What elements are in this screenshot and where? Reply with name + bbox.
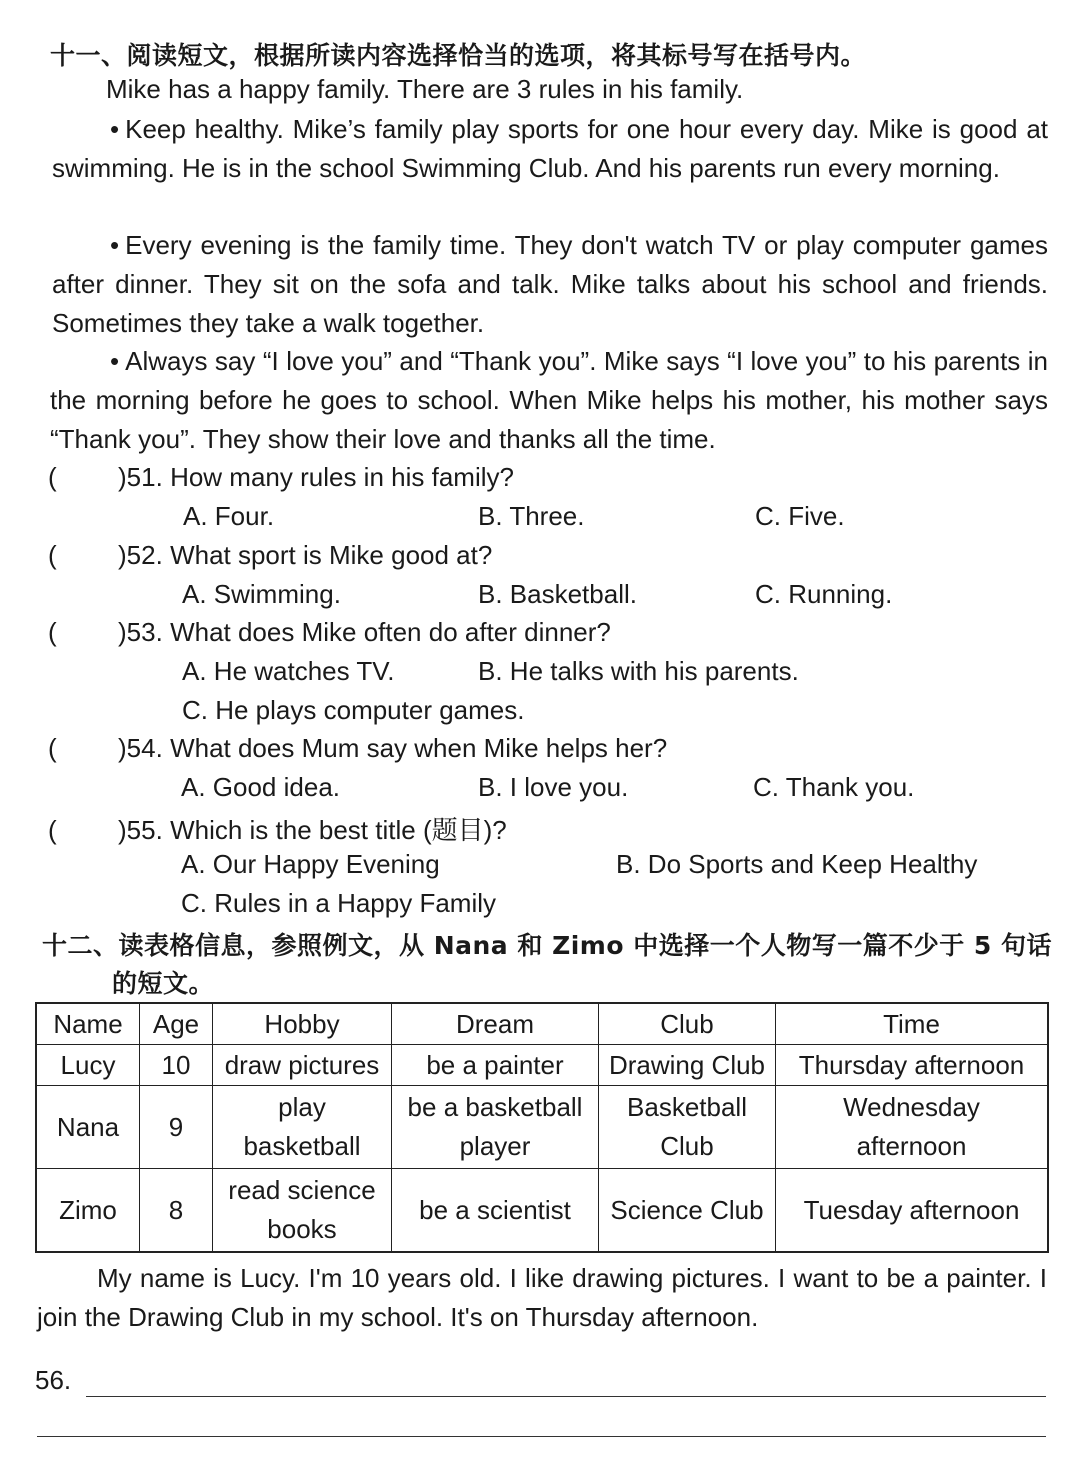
passage-intro: Mike has a happy family. There are 3 rules in his family.: [106, 74, 744, 104]
option-a: A. He watches TV.: [182, 656, 395, 686]
column-header: Time: [776, 1003, 1049, 1045]
table-cell: be a painter: [392, 1045, 599, 1086]
table-cell: Nana: [36, 1086, 140, 1169]
question-54: [48, 733, 667, 764]
passage-paragraph-3: [50, 342, 1048, 459]
answer-blank-open[interactable]: (: [48, 617, 57, 647]
answer-blank-close: ): [118, 540, 127, 570]
option-b: B. I love you.: [478, 772, 629, 802]
option-a: A. Good idea.: [181, 772, 340, 802]
answer-blank-open[interactable]: (: [48, 815, 57, 845]
table-cell: be a basketball player: [392, 1086, 599, 1169]
table-cell: read science books: [213, 1169, 392, 1253]
passage-paragraph-1: [52, 110, 1048, 188]
question-text: How many rules in his family?: [170, 462, 514, 492]
paragraph-text: Every evening is the family time. They don't watch TV or play computer games after dinner. They sit on the sofa and talk. Mike talks about his school and friends. Sometimes they take a walk together.: [52, 230, 1048, 338]
column-header: Dream: [392, 1003, 599, 1045]
question-text: What sport is Mike good at?: [170, 540, 493, 570]
answer-blank-open[interactable]: (: [48, 733, 57, 763]
info-table: [35, 1002, 1049, 1253]
question-text: Which is the best title (题目)?: [170, 815, 507, 845]
table-cell: Drawing Club: [599, 1045, 776, 1086]
table-cell: Wednesday afternoon: [776, 1086, 1049, 1169]
question-number: 55.: [126, 815, 163, 845]
option-b: B. Basketball.: [478, 579, 637, 609]
table-cell: be a scientist: [392, 1169, 599, 1253]
option-c: C. He plays computer games.: [182, 695, 525, 725]
option-c: C. Thank you.: [753, 772, 915, 802]
table-row: [36, 1045, 1048, 1086]
table-cell: Lucy: [36, 1045, 140, 1086]
table-cell: Thursday afternoon: [776, 1045, 1049, 1086]
table-cell: 10: [140, 1045, 213, 1086]
column-header: Age: [140, 1003, 213, 1045]
question-55: [48, 810, 507, 847]
table-cell: Basketball Club: [599, 1086, 776, 1169]
answer-blank-open[interactable]: (: [48, 462, 57, 492]
option-b: B. He talks with his parents.: [478, 656, 799, 686]
section-12-title-cont: 的短文。: [112, 969, 215, 998]
example-paragraph: My name is Lucy. I'm 10 years old. I like drawing pictures. I want to be a painter. I join the Drawing Club in my school. It's on Thursday afternoon.: [37, 1263, 1047, 1332]
column-header: Hobby: [213, 1003, 392, 1045]
question-number: 51.: [126, 462, 163, 492]
option-a: A. Our Happy Evening: [181, 849, 440, 879]
table-row: [36, 1086, 1048, 1169]
question-number: 52.: [126, 540, 163, 570]
answer-blank-close: ): [118, 462, 127, 492]
section-12-title: 十二、读表格信息，参照例文，从 Nana 和 Zimo 中选择一个人物写一篇不少于 5 句话: [42, 931, 1053, 960]
option-b: B. Three.: [478, 501, 585, 531]
option-c: C. Running.: [755, 579, 893, 609]
column-header: Club: [599, 1003, 776, 1045]
answer-blank-close: ): [118, 733, 127, 763]
table-cell: 9: [140, 1086, 213, 1169]
table-cell: Zimo: [36, 1169, 140, 1253]
option-a: A. Swimming.: [182, 579, 341, 609]
option-a: A. Four.: [183, 501, 275, 531]
answer-number: 56.: [35, 1365, 72, 1395]
passage-paragraph-2: [52, 226, 1048, 343]
table-cell: Tuesday afternoon: [776, 1169, 1049, 1253]
option-b: B. Do Sports and Keep Healthy: [616, 849, 978, 879]
question-53: [48, 617, 611, 648]
column-header: Name: [36, 1003, 140, 1045]
question-51: [48, 462, 514, 493]
table-row: [36, 1169, 1048, 1253]
option-c: C. Five.: [755, 501, 845, 531]
option-c: C. Rules in a Happy Family: [181, 888, 496, 918]
bullet-icon: •: [110, 114, 120, 144]
table-cell: Science Club: [599, 1169, 776, 1253]
answer-blank-close: ): [118, 617, 127, 647]
section-11-title: 十一、阅读短文，根据所读内容选择恰当的选项，将其标号写在括号内。: [50, 41, 867, 70]
question-52: [48, 540, 492, 571]
paragraph-text: Keep healthy. Mike’s family play sports for one hour every day. Mike is good at swimming. He is in the school Swimming Club. And his parents run every morning.: [52, 114, 1048, 183]
answer-blank-close: ): [118, 815, 127, 845]
answer-line[interactable]: [37, 1436, 1046, 1437]
question-text: What does Mike often do after dinner?: [170, 617, 611, 647]
question-text: What does Mum say when Mike helps her?: [170, 733, 668, 763]
answer-blank-open[interactable]: (: [48, 540, 57, 570]
question-number: 53.: [126, 617, 163, 647]
table-header-row: [36, 1003, 1048, 1045]
question-number: 54.: [126, 733, 163, 763]
paragraph-text: Always say “I love you” and “Thank you”. Mike says “I love you” to his parents in the morning before he goes to school. When Mike helps his mother, his mother says “Thank you”. They show their love and thanks all the time.: [50, 346, 1048, 454]
table-cell: draw pictures: [213, 1045, 392, 1086]
table-cell: play basketball: [213, 1086, 392, 1169]
bullet-icon: •: [110, 230, 120, 260]
answer-line[interactable]: [86, 1396, 1046, 1397]
table-cell: 8: [140, 1169, 213, 1253]
bullet-icon: •: [110, 346, 120, 376]
